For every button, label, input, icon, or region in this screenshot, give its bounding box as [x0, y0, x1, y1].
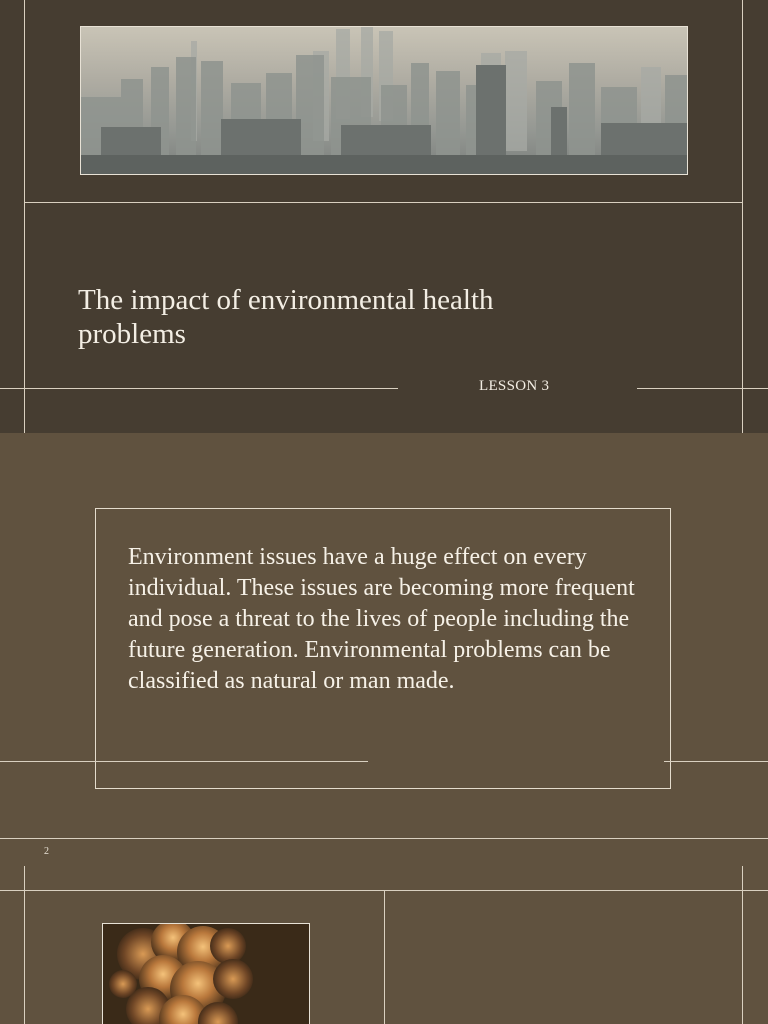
- slide-title: The impact of environmental health problems: [78, 284, 494, 350]
- header-divider-line: [24, 202, 743, 203]
- footer-left-line: [0, 388, 398, 389]
- image-slide: [0, 866, 768, 1024]
- lesson-label: LESSON 3: [479, 378, 550, 394]
- footer-right-line: [637, 388, 768, 389]
- content-slide: [0, 433, 768, 866]
- top-rule-line: [0, 890, 768, 891]
- frame-right-line: [664, 761, 768, 762]
- title-slide: [0, 0, 768, 433]
- hazy-city-skyline-image: [80, 26, 688, 175]
- center-rule-line: [384, 890, 385, 1024]
- right-rule-line: [742, 0, 743, 433]
- body-paragraph: Environment issues have a huge effect on every individual. These issues are becoming more frequent and pose a threat to the lives of people including the future generation. Environmental problems can be classified as natural or man made.: [128, 544, 635, 694]
- frame-left-line: [0, 761, 368, 762]
- page-number: 2: [44, 846, 49, 857]
- bottom-rule-line: [0, 838, 768, 839]
- smoke-cloud-image: [102, 923, 310, 1024]
- left-rule-line: [24, 0, 25, 433]
